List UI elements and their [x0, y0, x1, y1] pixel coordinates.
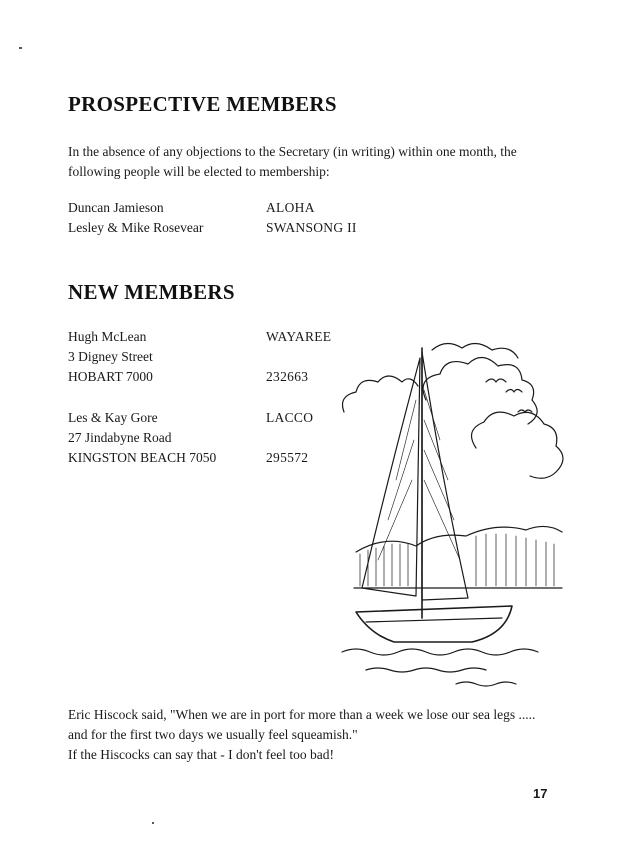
- prospective-boat-name: SWANSONG II: [266, 220, 357, 235]
- bird-drawing: [506, 390, 522, 393]
- new-member-town: KINGSTON BEACH 7050: [68, 450, 217, 465]
- new-member-blank-line: [266, 428, 313, 448]
- new-member-blank-line: [266, 347, 331, 367]
- quote-text: Eric Hiscock said, "When we are in port for more than a week we lose our sea legs ..... and for the first two days we usually feel squeamish.": [68, 707, 536, 742]
- new-member-street: 27 Jindabyne Road: [68, 430, 172, 445]
- new-member-address: [68, 408, 216, 468]
- new-member-details: [266, 327, 331, 387]
- prospective-member-name: Duncan Jamieson: [68, 200, 164, 215]
- hiscock-quote: [68, 705, 558, 765]
- new-member-phone: 295572: [266, 450, 309, 465]
- mainsail-drawing: [422, 352, 468, 600]
- cloud-drawing: [472, 412, 564, 478]
- prospective-boats: [266, 198, 357, 238]
- new-member-boat: LACCO: [266, 410, 314, 425]
- prospective-intro-text: In the absence of any objections to the Secretary (in writing) within one month, the following people will be elected to membership:: [68, 144, 517, 179]
- scan-speck: [152, 822, 154, 824]
- page-number: 17: [533, 786, 548, 801]
- water-drawing: [456, 682, 516, 686]
- new-member-name: Les & Kay Gore: [68, 410, 158, 425]
- hull-stripe: [366, 618, 502, 622]
- new-member-phone: 232663: [266, 369, 309, 384]
- new-member-town: HOBART 7000: [68, 369, 153, 384]
- prospective-members-heading: PROSPECTIVE MEMBERS: [68, 92, 337, 116]
- quote-remark: If the Hiscocks can say that - I don't feel too bad!: [68, 747, 334, 762]
- prospective-boat-name: ALOHA: [266, 200, 315, 215]
- prospective-member-name: Lesley & Mike Rosevear: [68, 220, 204, 235]
- prospective-names: [68, 198, 203, 238]
- new-members-heading: NEW MEMBERS: [68, 280, 235, 304]
- new-member-street: 3 Digney Street: [68, 349, 153, 364]
- bird-drawing: [486, 379, 506, 382]
- water-drawing: [366, 668, 486, 672]
- scan-speck: [19, 47, 22, 49]
- jib-sail-drawing: [362, 358, 420, 596]
- hull-drawing: [356, 606, 512, 642]
- sailboat-illustration: [336, 330, 566, 692]
- bird-drawing: [518, 410, 532, 412]
- new-member-boat: WAYAREE: [266, 329, 332, 344]
- cloud-drawing: [432, 343, 518, 358]
- new-member-details: [266, 408, 313, 468]
- water-drawing: [342, 649, 538, 655]
- new-member-address: [68, 327, 153, 387]
- new-member-name: Hugh McLean: [68, 329, 147, 344]
